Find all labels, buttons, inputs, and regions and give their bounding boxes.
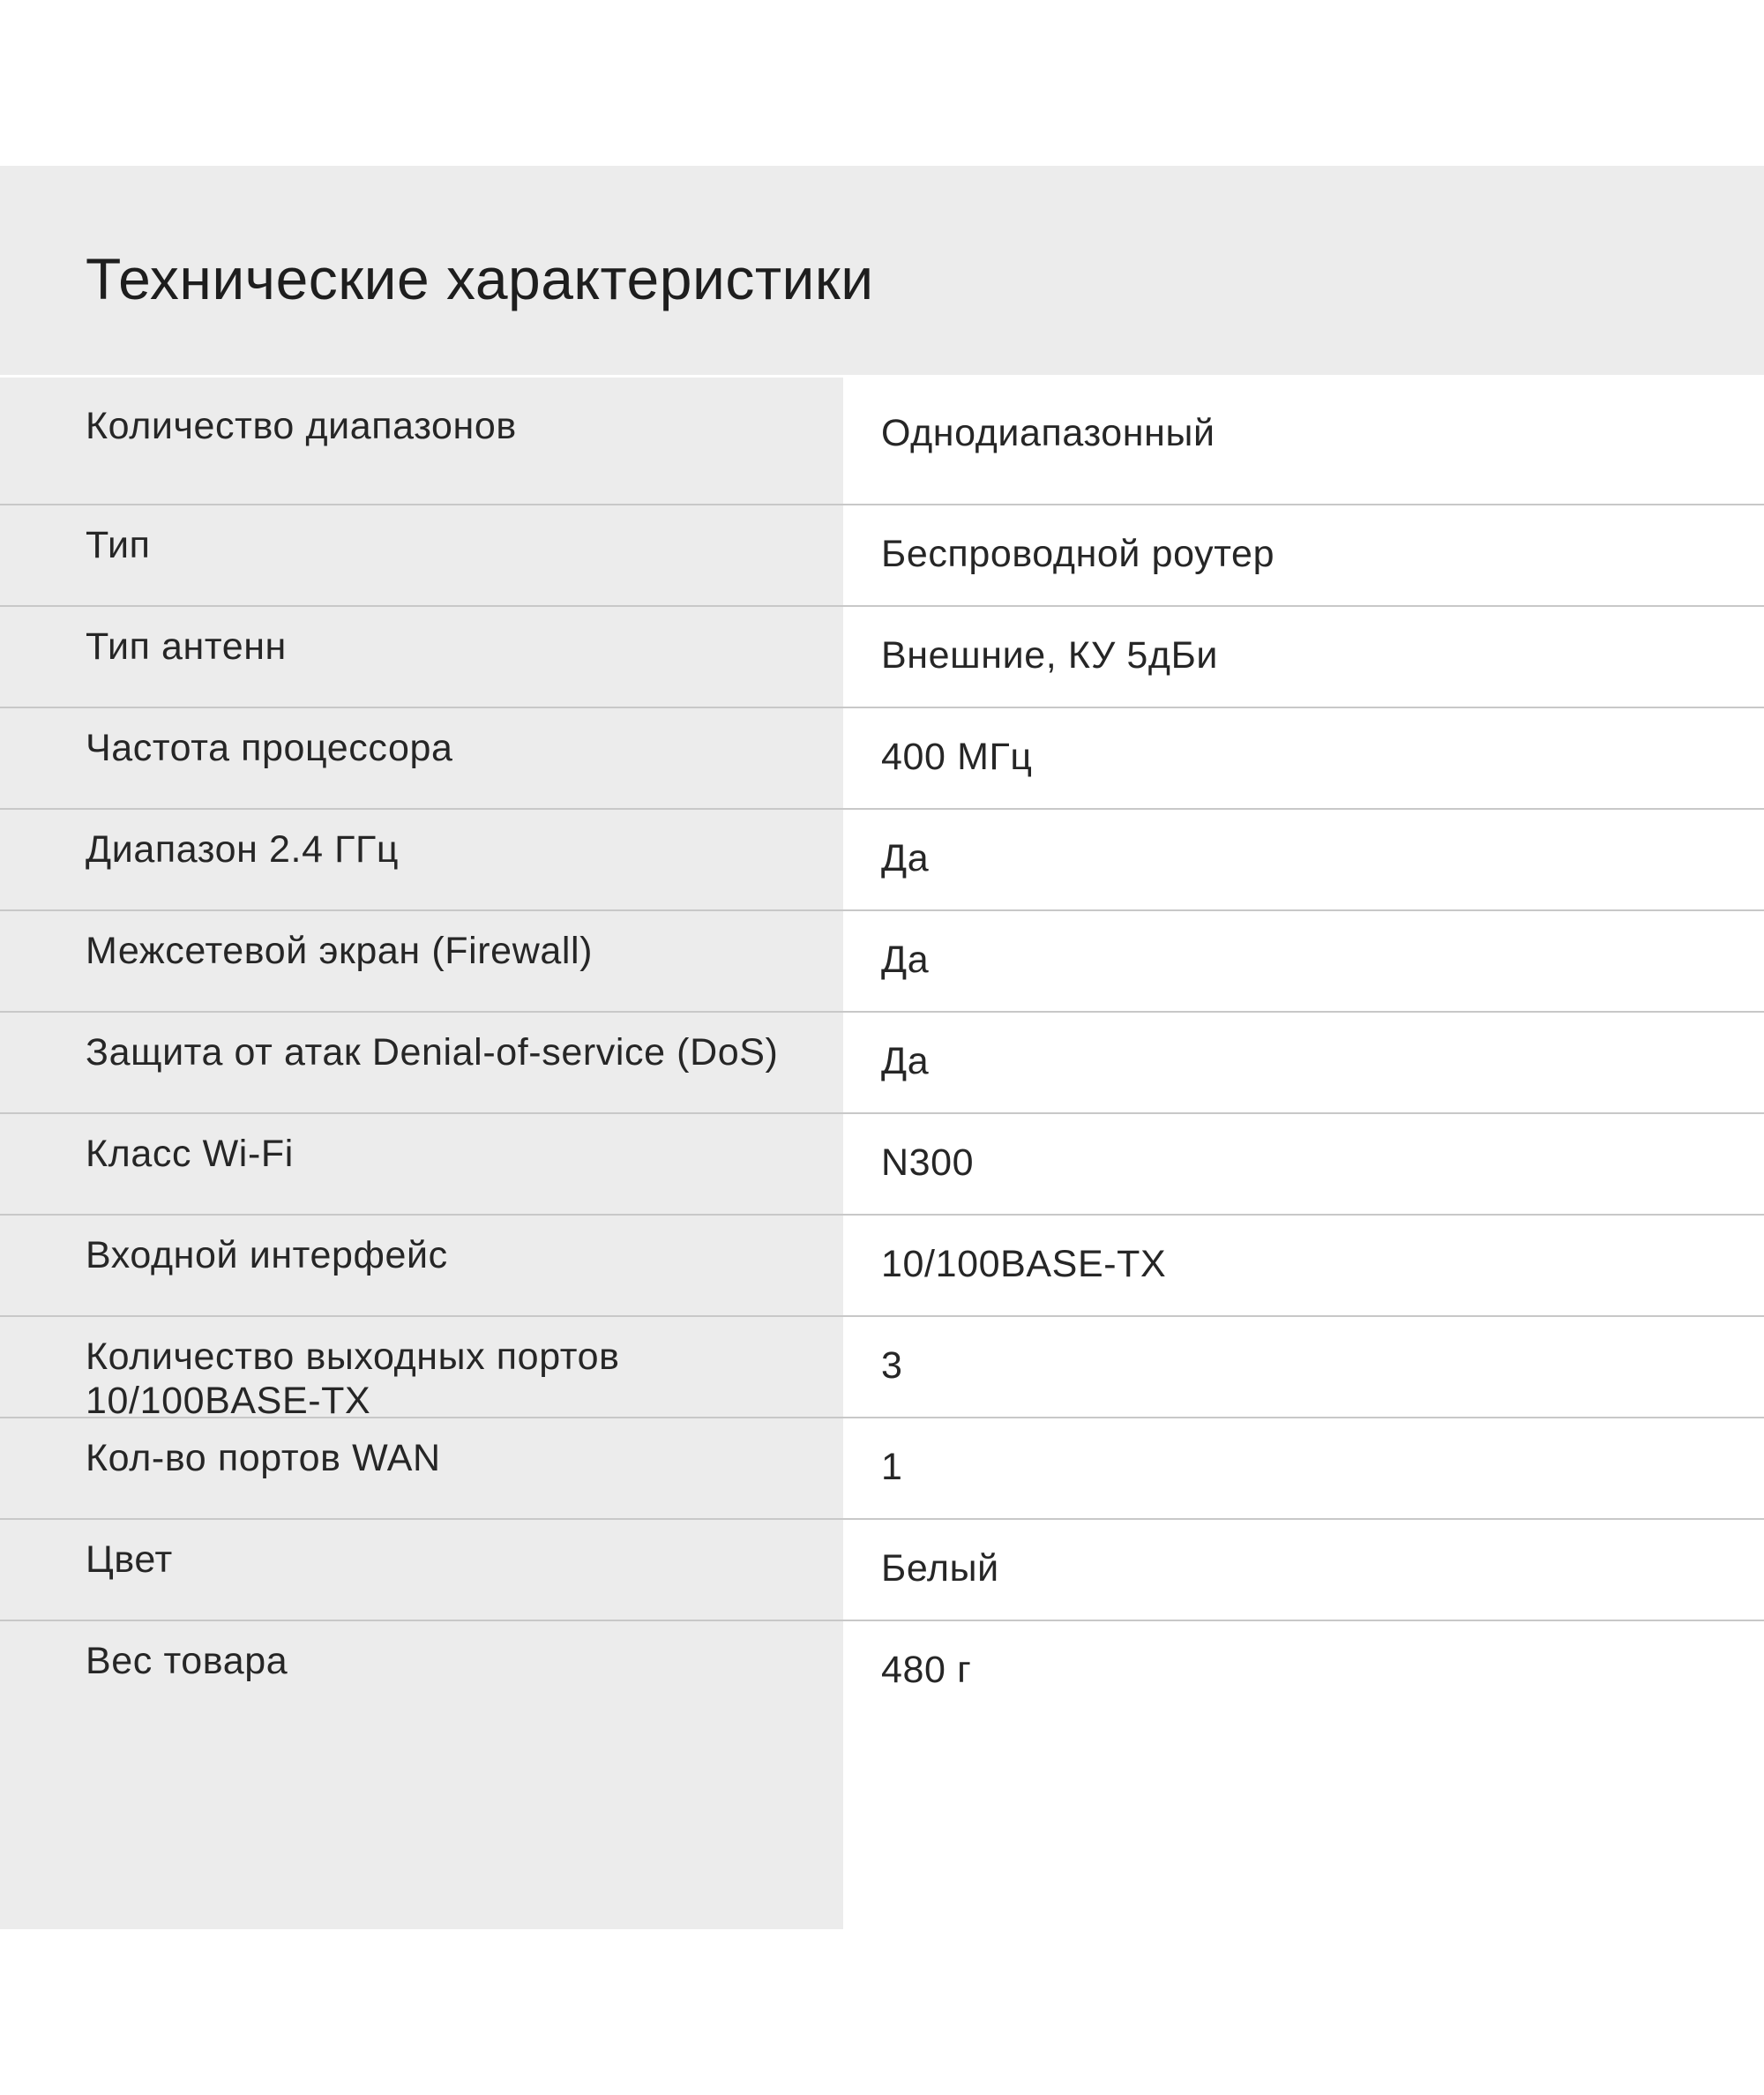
table-row [0,1013,1764,1114]
spec-label: Межсетевой экран (Firewall) [86,930,594,972]
spec-value: Да [881,1040,930,1082]
table-row [0,1621,1764,1723]
table-row [0,378,1764,505]
spec-label: Цвет [86,1538,173,1581]
table-row [0,810,1764,911]
specifications-header [0,166,1764,375]
specifications-table [0,378,1764,1723]
spec-label: Входной интерфейс [86,1234,448,1276]
page-title: Технические характеристики [86,246,874,311]
spec-value: 10/100BASE-TX [881,1243,1167,1285]
spec-value: Белый [881,1547,999,1590]
table-row [0,1317,1764,1422]
spec-label: Тип антенн [86,625,287,668]
spec-value: 400 МГц [881,736,1033,778]
table-row [0,911,1764,1013]
spec-value: Беспроводной роутер [881,533,1275,575]
spec-value: Внешние, КУ 5дБи [881,634,1219,677]
spec-value: Да [881,837,930,879]
spec-value: Однодиапазонный [881,412,1215,454]
spec-value: Да [881,939,930,981]
spec-value: 480 г [881,1649,972,1691]
spec-label: Класс Wi-Fi [86,1133,294,1175]
spec-label: Вес товара [86,1640,288,1682]
spec-label: Частота процессора [86,727,453,769]
table-row [0,505,1764,607]
spec-label: Защита от атак Denial-of-service (DoS) [86,1031,779,1074]
spec-label: Кол-во портов WAN [86,1437,441,1479]
table-row [0,1520,1764,1621]
table-row [0,708,1764,810]
table-row [0,1114,1764,1216]
spec-value: 1 [881,1446,903,1488]
spec-label: Количество выходных портов 10/100BASE-TX [86,1336,620,1422]
table-row [0,607,1764,708]
table-row [0,1418,1764,1520]
spec-label: Тип [86,524,151,566]
spec-label: Количество диапазонов [86,405,517,447]
spec-label: Диапазон 2.4 ГГц [86,828,400,871]
table-row [0,1216,1764,1317]
spec-value: 3 [881,1344,903,1387]
spec-value: N300 [881,1141,975,1184]
specifications-sheet [0,166,1764,1929]
